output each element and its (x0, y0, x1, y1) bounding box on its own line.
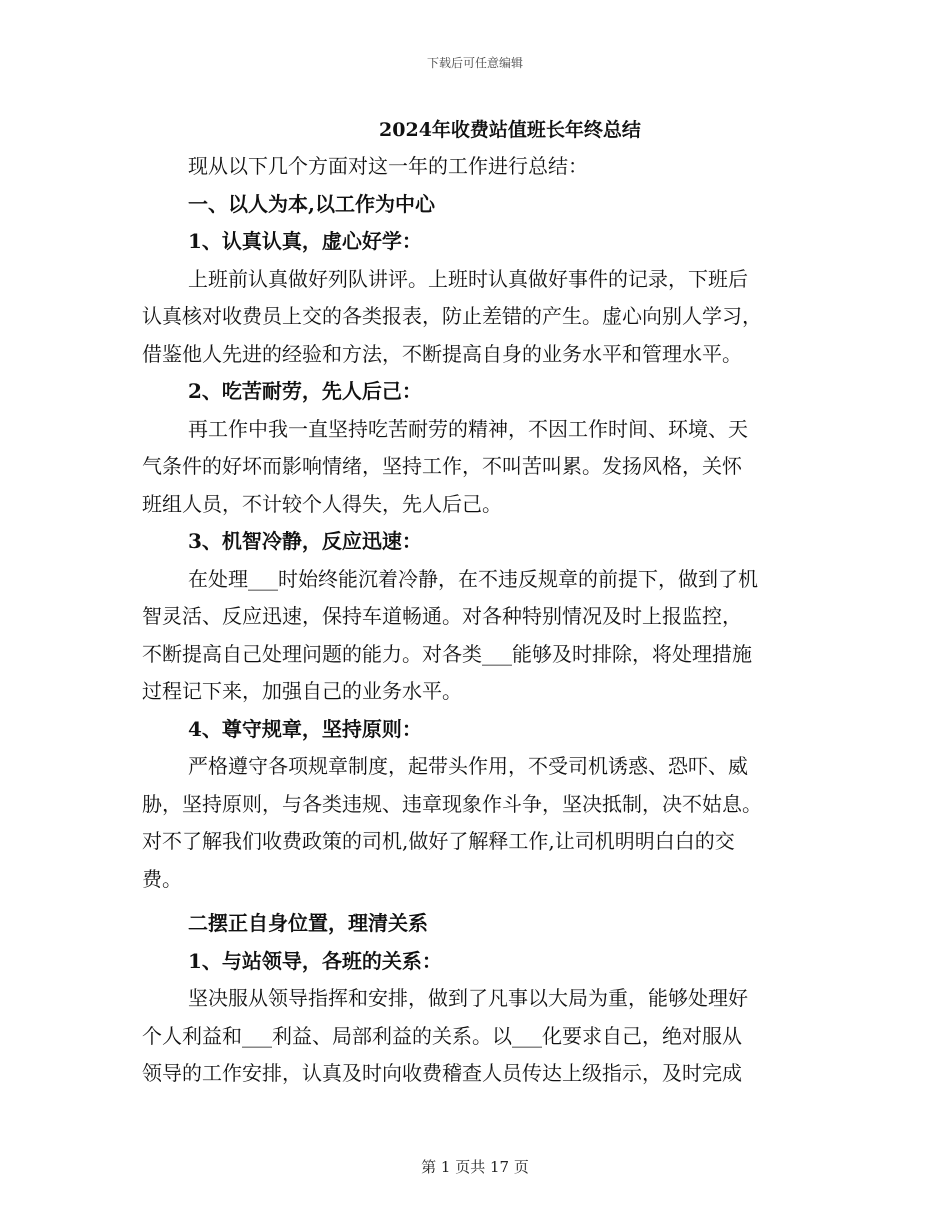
document-title: 2024年收费站值班长年终总结 (379, 119, 641, 141)
text-line: 再工作中我一直坚持吃苦耐劳的精神，不因工作时间、环境、天 (188, 416, 748, 441)
paragraph-lines (142, 148, 808, 1093)
document-body (142, 112, 808, 1093)
text-line: 借鉴他人先进的经验和方法，不断提高自身的业务水平和管理水平。 (142, 341, 742, 366)
text-line: 在处理___时始终能沉着冷静，在不违反规章的前提下，做到了机 (188, 566, 758, 591)
text-line: 不断提高自己处理问题的能力。对各类___能够及时排除，将处理措施 (142, 641, 752, 666)
section-heading: 一、以人为本,以工作为中心 (188, 191, 435, 216)
text-line: 智灵活、反应迅速，保持车道畅通。对各种特别情况及时上报监控， (142, 604, 742, 628)
text-line: 费。 (142, 866, 182, 891)
text-line: 班组人员，不计较个人得失，先人后己。 (142, 491, 502, 516)
text-line: 个人利益和___利益、局部利益的关系。以___化要求自己，绝对服从 (142, 1023, 742, 1048)
text-line: 气条件的好坏而影响情绪，坚持工作，不叫苦叫累。发扬风格，关怀 (142, 454, 742, 478)
text-line: 认真核对收费员上交的各类报表，防止差错的产生。虚心向别人学习， (142, 304, 762, 328)
page-number: 第 1 页共 17 页 (421, 1158, 529, 1176)
section-heading: 2、吃苦耐劳，先人后己： (188, 379, 422, 403)
section-heading: 1、与站领导，各班的关系： (188, 948, 442, 973)
header-note: 下载后可任意编辑 (426, 56, 523, 70)
text-line: 上班前认真做好列队讲评。上班时认真做好事件的记录，下班后 (188, 266, 748, 291)
section-heading: 1、认真认真，虚心好学： (188, 229, 422, 253)
text-line: 领导的工作安排，认真及时向收费稽查人员传达上级指示，及时完成 (142, 1061, 742, 1085)
section-heading: 4、尊守规章，坚持原则： (188, 716, 422, 741)
paragraph-gap (142, 898, 808, 905)
text-line: 坚决服从领导指挥和安排，做到了凡事以大局为重，能够处理好 (188, 986, 748, 1010)
text-line: 过程记下来，加强自己的业务水平。 (142, 679, 462, 703)
text-line: 对不了解我们收费政策的司机,做好了解释工作,让司机明明白白的交 (142, 829, 735, 853)
text-line: 现从以下几个方面对这一年的工作进行总结： (188, 154, 588, 178)
section-heading: 3、机智冷静，反应迅速： (188, 529, 422, 553)
text-line: 胁，坚持原则，与各类违规、违章现象作斗争，坚决抵制，决不姑息。 (142, 791, 762, 816)
section-heading: 二摆正自身位置，理清关系 (188, 911, 428, 935)
text-line: 严格遵守各项规章制度，起带头作用，不受司机诱惑、恐吓、威 (188, 754, 748, 778)
